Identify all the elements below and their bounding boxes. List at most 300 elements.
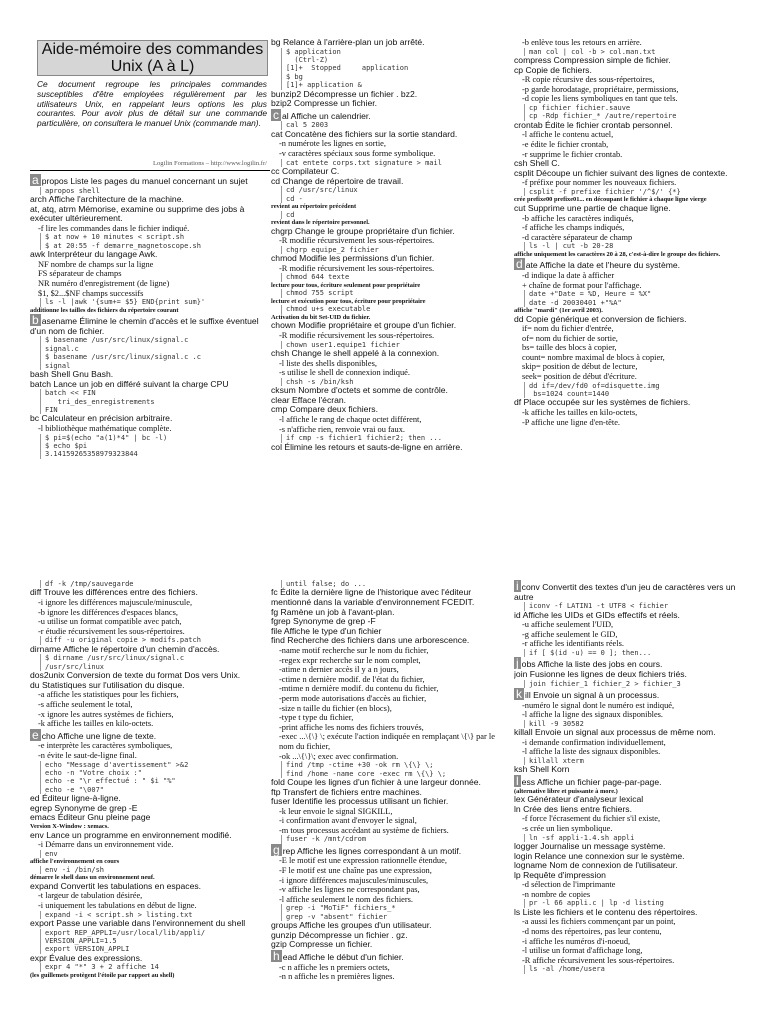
entry-text: (alternative libre et puissante à more.) [514, 787, 618, 795]
entry-text: -i uniquement les tabulations en début de ligne. [38, 900, 197, 910]
entry-text: -b enlève tous les retours en arrière. [522, 38, 642, 47]
page2-column-3 [514, 580, 750, 1024]
entry-text: conv Convertit des textes d'un jeu de caractères vers un autre [514, 582, 736, 602]
entry-text: dirname Affiche le répertoire d'un chemin d'accès. [30, 643, 220, 654]
entry-text: join Fusionne les lignes de deux fichiers triés. [514, 668, 687, 679]
page1-column-2 [271, 38, 507, 498]
entry-text: dos2unix Conversion de texte du format Dos vers Unix. [30, 670, 241, 681]
entry-text: env -i /bin/sh [45, 865, 105, 874]
code-example [524, 382, 750, 399]
entry-text: -size n taille du fichier (en blocs), [279, 703, 392, 713]
option-line [279, 675, 507, 685]
note-line [30, 972, 270, 980]
command-entry [514, 258, 750, 271]
entry-text: -d caractère séparateur de champ [522, 232, 633, 242]
entry-text: echo "Message d'avertissement" >&2 echo -n "Votre choix :" echo -e "\r effectué : " $i "%" echo -e "\007" [45, 760, 189, 794]
command-entry [271, 109, 507, 122]
page1-column-3 [514, 38, 750, 498]
option-line [522, 620, 750, 630]
command-entry [514, 580, 750, 602]
entry-text: ls -al /home/usera [529, 965, 605, 974]
entry-text: egrep Synonyme de grep -E [30, 802, 138, 813]
code-example [281, 305, 507, 313]
command-entry [514, 169, 750, 179]
entry-text: col Élimine les retours et sauts-de-ligne en arrière. [271, 441, 463, 452]
command-entry [271, 177, 507, 187]
section-letter: l [516, 773, 519, 788]
entry-text: chmod 644 texte [286, 273, 350, 282]
code-example [281, 835, 507, 843]
entry-text: chown Modifie propriétaire et groupe d'un fichier. [271, 320, 457, 331]
command-entry [514, 688, 750, 701]
entry-text: -F le motif est une chaîne pas une expression, [279, 866, 432, 876]
command-entry [514, 398, 750, 408]
entry-text: dd Copie générique et conversion de fichiers. [514, 313, 687, 324]
entry-text: $ application (Ctrl-Z) [1]+ Stopped application $ bg [1]+ application & [286, 47, 409, 90]
command-entry [271, 227, 507, 237]
entry-text: cksum Nombre d'octets et somme de contrôle. [271, 385, 448, 396]
entry-text: rep Affiche les lignes correspondant à un motif. [282, 845, 462, 856]
entry-text: -r supprime le fichier crontab. [522, 149, 623, 159]
entry-text: cp Copie de fichiers. [514, 64, 592, 75]
entry-text: -name motif recherche sur le nom du fichier, [279, 645, 429, 655]
command-entry [271, 940, 507, 950]
entry-text: crontab Édite le fichier crontab personnel. [514, 119, 673, 130]
entry-text: $ pi=$(echo "a(1)*4" | bc -l) $ echo $pi 3.14159265358979323844 [45, 433, 168, 459]
entry-text: awk Interpréteur du langage Awk. [30, 249, 158, 260]
option-line [279, 425, 507, 435]
entry-text: -i Démarre dans un environnement vide. [38, 840, 174, 850]
option-line [279, 723, 507, 733]
entry-text: login Relance une connexion sur le système. [514, 850, 685, 861]
option-line [522, 956, 750, 966]
command-entry [514, 728, 750, 738]
option-line [522, 75, 750, 85]
entry-text: -perm mode autorisations d'accès au fichier, [279, 693, 427, 703]
section-letter: g [273, 842, 280, 857]
option-line [279, 264, 507, 274]
page-title: Aide-mémoire des commandes Unix (A à L) [37, 40, 268, 76]
entry-text: crée prefixe00 prefixe01... en découpant le fichier à chaque ligne vierge [514, 196, 707, 204]
section-letter: c [273, 107, 279, 122]
entry-text: FS séparateur de champs [38, 269, 122, 279]
code-example [524, 242, 750, 250]
option-line [279, 876, 507, 886]
option-line [522, 130, 750, 140]
command-entry [271, 443, 507, 453]
option-line [522, 140, 750, 150]
entry-text: kill -9 30582 [529, 719, 584, 728]
option-line [38, 719, 270, 729]
entry-text: Version X-Window : xemacs. [30, 822, 109, 830]
command-entry [271, 950, 507, 963]
command-entry [271, 797, 507, 807]
option-line [522, 343, 750, 353]
option-line [279, 236, 507, 246]
command-entry [30, 414, 270, 424]
option-line [38, 224, 270, 234]
entry-text: fgrep Synonyme de grep -F [271, 616, 376, 627]
entry-text: ln Crée des liens entre fichiers. [514, 803, 632, 814]
option-line [279, 866, 507, 876]
entry-text: asename Élimine le chemin d'accès et le suffixe éventuel d'un nom de fichier. [30, 316, 259, 336]
option-line [279, 856, 507, 866]
command-entry [30, 645, 270, 655]
intro-paragraph: Ce document regroupe les principales commandes susceptibles d'être employées régulièrement par les utilisateurs Unix, en rappelant leurs options les plus courantes. Pour avoir plus de détail sur une commande particulière, on consultera le manuel Unix (commande man). [37, 79, 267, 129]
command-entry [30, 954, 270, 964]
entry-text: date +"Date = %D, Heure = %X" date -d 20030401 +"%A" [529, 290, 652, 307]
entry-text: -g affiche seulement le GID, [522, 629, 618, 639]
option-line [38, 279, 270, 289]
entry-text: id Affiche les UIDs et GIDs effectifs et réels. [514, 609, 680, 620]
section-letter: i [516, 580, 519, 593]
entry-text: -l utilise un format d'affichage long, [522, 946, 643, 956]
command-entry [514, 670, 750, 680]
command-entry [30, 588, 270, 598]
option-line [522, 946, 750, 956]
command-entry [271, 844, 507, 857]
code-example [524, 649, 750, 657]
entry-text: ksh Shell Korn [514, 764, 570, 775]
option-line [522, 408, 750, 418]
note-line [271, 282, 507, 290]
entry-text: -f lire les commandes dans le fichier indiqué. [38, 223, 190, 233]
entry-text: chmod u+s executable [286, 305, 371, 314]
option-line [522, 418, 750, 428]
command-entry [30, 813, 270, 823]
entry-text: -u affiche seulement l'UID, [522, 620, 614, 630]
entry-text: chsh Change le shell appelé à la connexion. [271, 347, 440, 358]
entry-text: -R copie récursive des sous-répertoires, [522, 75, 655, 85]
option-line [38, 424, 270, 434]
command-entry [30, 919, 270, 929]
entry-text: affiche uniquement les caractères 20 à 28, c'est-à-dire le groupe des fichiers. [514, 250, 721, 258]
entry-text: diff -u original copie > modifs.patch [45, 636, 201, 645]
command-entry [514, 315, 750, 325]
entry-text: -d noms des répertoires, pas leur contenu, [522, 927, 662, 937]
code-example [281, 211, 507, 219]
entry-text: -l affiche la ligne des signaux disponibles. [522, 710, 664, 720]
option-line [522, 917, 750, 927]
option-line [279, 359, 507, 369]
entry-text: $1, $2...$NF champs successifs [38, 288, 144, 298]
option-line [38, 617, 270, 627]
option-line [38, 751, 270, 761]
entry-text: chmod Modifie les permissions d'un fichier. [271, 253, 435, 264]
entry-text: -a affiche les statistiques pour les fichiers, [38, 690, 179, 700]
command-entry [514, 121, 750, 131]
entry-text: ead Affiche le début d'un fichier. [282, 952, 404, 963]
note-line [30, 307, 270, 315]
entry-text: logname Nom de connexion de l'utilisateur. [514, 860, 678, 871]
command-entry [271, 130, 507, 140]
entry-text: -R affiche récursivement les sous-répertoires. [522, 955, 675, 965]
entry-text: -r affiche les identifiants réels. [522, 639, 624, 649]
entry-text: Activation du bit Set-UID du fichier. [271, 313, 371, 321]
command-entry [514, 805, 750, 815]
option-line [38, 608, 270, 618]
entry-text: chgrp equipe_2 fichier [286, 245, 379, 254]
entry-text: -p garde horodatage, propriétaire, permissions, [522, 84, 679, 94]
option-line [279, 895, 507, 905]
code-example [524, 188, 750, 196]
entry-text: -i ignore les différences majuscule/minuscule, [38, 598, 193, 607]
code-example [524, 104, 750, 121]
entry-text: -f force l'écrasement du fichier s'il existe, [522, 814, 661, 824]
entry-text: man col | col -b > col.man.txt [529, 47, 656, 56]
page2-column-1 [30, 580, 270, 1024]
entry-text: lp Requête d'impression [514, 869, 606, 880]
entry-text: affiche "mardi" (1er avril 2003). [514, 306, 603, 314]
entry-text: diff Trouve les différences entre des fichiers. [30, 587, 198, 598]
entry-text: -l affiche le contenu actuel, [522, 130, 614, 140]
entry-text: csh Shell C. [514, 158, 560, 169]
command-entry [514, 66, 750, 76]
option-line [279, 656, 507, 666]
command-entry [271, 254, 507, 264]
entry-text: ess Affiche un fichier page-par-page. [521, 776, 662, 787]
code-example [524, 290, 750, 307]
credit-line: Logilin Formations – http://www.logilin.fr/ [152, 160, 267, 167]
entry-text: cd /usr/src/linux cd - [286, 186, 358, 203]
code-example [524, 965, 750, 973]
option-line [522, 223, 750, 233]
entry-text: -f affiche les champs indiqués, [522, 223, 625, 233]
command-entry [514, 765, 750, 775]
entry-text: df -k /tmp/sauvegarde [45, 580, 134, 588]
entry-text: -r étudie récursivement les sous-répertoires. [38, 626, 185, 636]
code-example [281, 289, 507, 297]
option-line [38, 260, 270, 270]
entry-text: al Affiche un calendrier. [282, 110, 371, 121]
entry-text: -R modifie récursivement les sous-répertoires. [279, 330, 435, 340]
entry-text: env Lance un programme en environnement modifié. [30, 829, 232, 840]
entry-text: revient dans le répertoire personnel. [271, 219, 370, 226]
command-entry [30, 250, 270, 260]
entry-text: chsh -s /bin/ksh [286, 377, 354, 386]
entry-text: cat entete corps.txt signature > mail [286, 158, 442, 167]
entry-text: export Passe une variable dans l'environnement du shell [30, 917, 246, 928]
entry-text: -b affiche les caractères indiqués, [522, 213, 634, 223]
entry-text: -m tous processus accédant au système de fichiers. [279, 825, 449, 835]
entry-text: NF nombre de champs sur la ligne [38, 259, 154, 269]
option-line [522, 281, 750, 291]
entry-text: -n évite le saut-de-ligne final. [38, 750, 137, 760]
entry-text: find /tmp -ctime +30 -ok rm \{\} \; find /home -name core -exec rm \{\} \; [286, 761, 447, 778]
entry-text: -R modifie récursivement les sous-répertoires. [279, 236, 435, 246]
entry-text: -x ignore les autres systèmes de fichiers, [38, 709, 174, 719]
option-line [38, 690, 270, 700]
entry-text: -k leur envoie le signal SIGKILL, [279, 806, 393, 816]
entry-text: pr -l 66 appli.c | lp -d listing [529, 899, 664, 908]
option-line [38, 901, 270, 911]
entry-text: -l bibliothèque mathématique complète. [38, 423, 172, 433]
entry-text: iconv -f LATIN1 -t UTF8 < fichier [529, 602, 669, 611]
option-line [522, 85, 750, 95]
entry-text: fuser Identifie les processus utilisant un fichier. [271, 796, 449, 807]
option-line [279, 646, 507, 656]
option-line [522, 324, 750, 334]
code-example [281, 761, 507, 778]
entry-text: apropos shell [45, 186, 100, 195]
entry-text: -i demande confirmation individuellement, [522, 737, 666, 747]
section-letter: j [516, 656, 519, 671]
entry-text: csplit -f prefixe fichier '/^$/' {*} [529, 187, 681, 196]
entry-text: expr Évalue des expressions. [30, 952, 143, 963]
entry-text: fold Coupe les lignes d'un fichier à une largeur donnée. [271, 776, 481, 787]
option-line [279, 752, 507, 762]
code-example [281, 48, 507, 90]
option-line [279, 704, 507, 714]
entry-text: -i confirmation avant d'envoyer le signal, [279, 816, 417, 826]
entry-text: bzip2 Compresse un fichier. [271, 98, 378, 109]
entry-text: killall xterm [529, 756, 584, 765]
entry-text: -s n'affiche rien, renvoie vrai ou faux. [279, 424, 405, 434]
entry-text: expand -i < script.sh > listing.txt [45, 910, 193, 919]
entry-text: fc Édite la dernière ligne de l'historique avec l'éditeur mentionné dans la variable d'environnement FCEDIT. [271, 587, 475, 607]
entry-text: -d copie les liens symboliques en tant que tels. [522, 94, 678, 104]
entry-text: -s affiche seulement le total, [38, 699, 133, 709]
entry-text: cho Affiche une ligne de texte. [41, 730, 157, 741]
entry-text: find Recherche des fichiers dans une arborescence. [271, 635, 470, 646]
option-line [279, 972, 507, 982]
entry-text: -E le motif est une expression rationnelle étendue, [279, 856, 447, 866]
option-line [522, 630, 750, 640]
entry-text: ls Liste les fichiers et le contenu des répertoires. [514, 906, 698, 917]
option-line [522, 880, 750, 890]
command-entry [271, 349, 507, 359]
command-entry [514, 611, 750, 621]
entry-text: -atime n dernier accès il y a n jours, [279, 665, 399, 675]
entry-text: chown user1.equipe1 fichier [286, 340, 400, 349]
command-entry [271, 99, 507, 109]
option-line [279, 415, 507, 425]
entry-text: cal 5 2003 [286, 121, 329, 130]
entry-text: cc Compilateur C. [271, 166, 340, 176]
entry-text: if= nom du fichier d'entrée, [522, 324, 614, 334]
entry-text: ill Envoie un signal à un processus. [525, 689, 660, 700]
entry-text: -f préfixe pour nommer les nouveaux fichiers. [522, 178, 677, 188]
entry-text: lecture pour tous, écriture seulement pour propriétaire [271, 281, 421, 289]
option-line [522, 747, 750, 757]
entry-text: gunzip Décompresse un fichier . gz. [271, 929, 408, 940]
command-entry [271, 321, 507, 331]
entry-text: logger Journalise un message système. [514, 840, 666, 851]
code-example [40, 336, 270, 370]
option-line [279, 713, 507, 723]
section-letter: k [516, 686, 522, 701]
option-line [38, 269, 270, 279]
entry-text: -s utilise le shell de connexion indiqué. [279, 368, 410, 378]
entry-text: $ dirname /usr/src/linux/signal.c /usr/src/linux [45, 654, 185, 671]
option-line [279, 816, 507, 826]
command-entry [514, 775, 750, 788]
option-line [38, 627, 270, 637]
entry-text: ln -sf appli-1.4.sh appli [529, 833, 635, 842]
option-line [38, 710, 270, 720]
entry-text: env [45, 849, 58, 858]
command-entry [271, 38, 507, 48]
entry-text: -n n affiche les n premières lignes. [279, 972, 395, 982]
entry-text: cut Supprime une partie de chaque ligne. [514, 202, 671, 213]
entry-text: until false; do ... [286, 580, 367, 588]
entry-text: if [ $(id -u) == 0 ]; then... [529, 648, 652, 657]
option-line [279, 368, 507, 378]
command-entry [30, 174, 270, 187]
section-letter: h [273, 949, 280, 964]
entry-text: compress Compression simple de fichier. [514, 55, 671, 65]
option-line [38, 700, 270, 710]
entry-text: bunzip2 Décompresse un fichier . bz2. [271, 88, 418, 99]
code-example [281, 273, 507, 281]
entry-text: expand Convertit les tabulations en espaces. [30, 880, 202, 891]
option-line [279, 684, 507, 694]
entry-text: file Affiche le type d'un fichier [271, 625, 382, 636]
option-line [522, 353, 750, 363]
option-line [522, 362, 750, 372]
entry-text: -d indique la date à afficher [522, 270, 615, 280]
title-divider [30, 170, 270, 171]
entry-text: -d sélection de l'imprimante [522, 880, 616, 890]
entry-text: ftp Transfert de fichiers entre machines. [271, 786, 422, 797]
entry-text: emacs Éditeur Gnu pleine page [30, 812, 151, 823]
entry-text: -e interprète les caractères symboliques, [38, 741, 173, 751]
option-line [522, 890, 750, 900]
code-example [40, 963, 270, 971]
entry-text: if cmp -s fichier1 fichier2; then ... [286, 434, 442, 443]
option-line [38, 598, 270, 608]
code-example [40, 761, 270, 795]
entry-text: -k affiche les tailles en kilo-octets. [38, 719, 154, 729]
command-entry [514, 871, 750, 881]
option-line [279, 807, 507, 817]
command-entry [271, 636, 507, 646]
entry-text: (les guillemets protègent l'étoile par rapport au shell) [30, 971, 175, 979]
entry-text: -u utilise un format compatible avec patch, [38, 617, 182, 627]
entry-text: -mtime n dernière modif. du contenu du fichier, [279, 684, 439, 694]
option-line [279, 732, 507, 751]
command-entry [30, 380, 270, 390]
entry-text: -v caractères spéciaux sous forme symbolique. [279, 149, 436, 158]
code-example [40, 866, 270, 874]
option-line [279, 331, 507, 341]
command-entry [30, 681, 270, 691]
option-line [522, 178, 750, 188]
command-entry [30, 729, 270, 742]
entry-text: -P affiche une ligne d'en-tête. [522, 417, 621, 427]
entry-text: -ctime n dernière modif. de l'état du fichier, [279, 674, 425, 684]
entry-text: join fichier_1 fichier_2 > fichier_3 [529, 679, 681, 688]
entry-text: -exec ...\{\} \; exécute l'action indiquée en remplaçant \{\} par le nom du fichier, [279, 732, 495, 751]
entry-text: -e édite le fichier crontab, [522, 139, 609, 149]
option-line [522, 334, 750, 344]
option-line [522, 233, 750, 243]
code-example [281, 186, 507, 203]
entry-text: df Place occupée sur les systèmes de fichiers. [514, 397, 691, 408]
code-example [40, 389, 270, 414]
entry-text: + chaîne de format pour l'affichage. [522, 280, 642, 290]
option-line [279, 149, 507, 159]
entry-text: -c n affiche les n premiers octets, [279, 962, 390, 972]
code-example [40, 850, 270, 858]
option-line [38, 741, 270, 751]
entry-text: killall Envoie un signal aux processus de même nom. [514, 727, 716, 738]
page2-column-2 [271, 580, 507, 1024]
code-example [40, 929, 270, 954]
entry-text: -a aussi les fichiers commençant par un point, [522, 917, 676, 927]
command-entry [30, 314, 270, 336]
option-line [279, 694, 507, 704]
